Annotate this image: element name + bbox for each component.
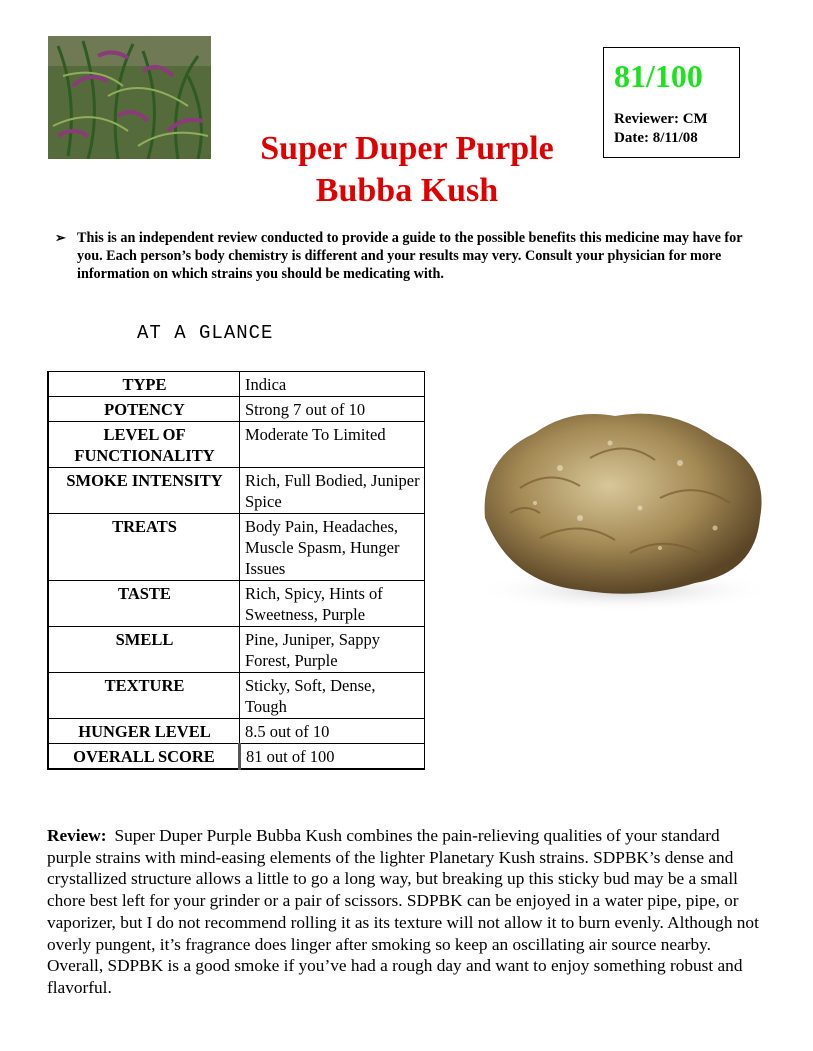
row-value: Moderate To Limited — [240, 422, 425, 468]
table-row — [48, 673, 425, 719]
row-label: TYPE — [48, 372, 240, 397]
row-label: HUNGER LEVEL — [48, 719, 240, 744]
row-value: Strong 7 out of 10 — [240, 397, 425, 422]
table-row — [48, 719, 425, 744]
plant-photo — [48, 36, 211, 159]
review-label: Review: — [47, 826, 107, 845]
page-title — [232, 128, 582, 212]
row-value: Sticky, Soft, Dense, Tough — [240, 673, 425, 719]
arrow-bullet-icon: ➢ — [55, 230, 66, 245]
review-paragraph — [47, 825, 767, 999]
row-value: Body Pain, Headaches, Muscle Spasm, Hunger Issues — [240, 514, 425, 581]
row-value: Indica — [240, 372, 425, 397]
row-label: TREATS — [48, 514, 240, 581]
title-line-2: Bubba Kush — [315, 172, 499, 209]
bud-photo — [440, 368, 800, 630]
glance-heading: AT A GLANCE — [137, 322, 274, 344]
disclaimer-text: This is an independent review conducted to provide a guide to the possible benefits this medicine may have for you. Each person’s body chemistry is different and your results may very. Consult your physician for more information on which strains you should be medicating with. — [77, 230, 743, 282]
score-box — [603, 47, 740, 158]
table-row — [48, 744, 425, 770]
table-row — [48, 581, 425, 627]
review-date: Date: 8/11/08 — [614, 130, 698, 146]
row-value: Rich, Spicy, Hints of Sweetness, Purple — [240, 581, 425, 627]
reviewer-label: Reviewer: CM — [614, 111, 708, 127]
table-row — [48, 468, 425, 514]
row-label: SMOKE INTENSITY — [48, 468, 240, 514]
table-row — [48, 372, 425, 397]
table-row — [48, 422, 425, 468]
review-text: Super Duper Purple Bubba Kush combines the pain-relieving qualities of your standard purple strains with mind-easing elements of the lighter Planetary Kush strains. SDPBK’s dense and crystallized structure allows a little to go a long way, but breaking up this sticky bud may be a small chore best left for your grinder or a pair of scissors. SDPBK can be enjoyed in a water pipe, pipe, or vaporizer, but I do not recommend rolling it as its texture will not allow it to burn evenly. Although not overly pungent, it’s fragrance does linger after smoking so keep an oscillating air source nearby. Overall, SDPBK is a good smoke if you’ve had a rough day and want to enjoy something robust and flavorful. — [47, 826, 759, 997]
disclaimer — [55, 229, 755, 283]
row-label: SMELL — [48, 627, 240, 673]
table-row — [48, 397, 425, 422]
row-label: TASTE — [48, 581, 240, 627]
table-row — [48, 627, 425, 673]
title-line-1: Super Duper Purple — [260, 130, 554, 167]
strain-spec-table — [47, 371, 425, 770]
row-value: Rich, Full Bodied, Juniper Spice — [240, 468, 425, 514]
row-label: POTENCY — [48, 397, 240, 422]
score-value: 81/100 — [614, 58, 703, 94]
row-label: TEXTURE — [48, 673, 240, 719]
row-label: OVERALL SCORE — [48, 744, 240, 770]
row-label: LEVEL OF FUNCTIONALITY — [48, 422, 240, 468]
row-value: 81 out of 100 — [240, 744, 425, 770]
table-row — [48, 514, 425, 581]
row-value: Pine, Juniper, Sappy Forest, Purple — [240, 627, 425, 673]
row-value: 8.5 out of 10 — [240, 719, 425, 744]
